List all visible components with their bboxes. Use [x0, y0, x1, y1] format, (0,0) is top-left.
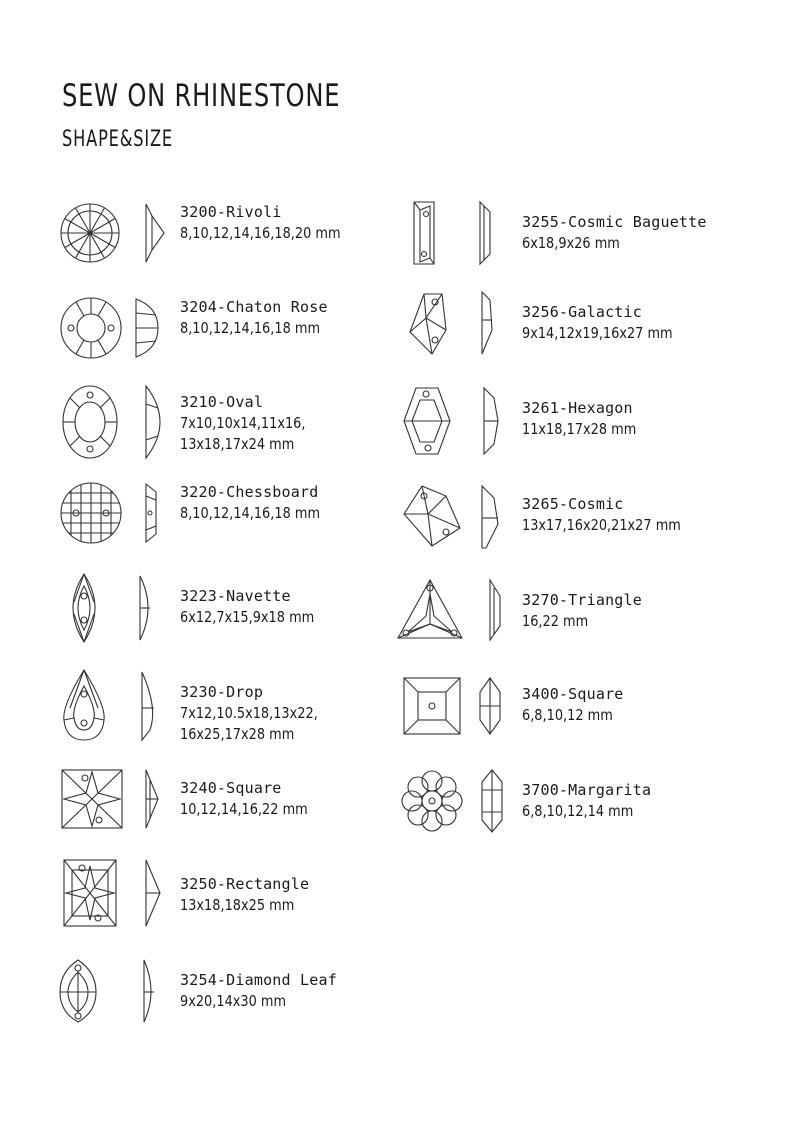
- product-code: 3270-Triangle: [522, 591, 642, 609]
- product-size: 8,10,12,14,16,18,20 mm: [180, 224, 341, 242]
- product-code: 3255-Cosmic Baguette: [522, 213, 707, 231]
- product-code: 3250-Rectangle: [180, 875, 310, 893]
- product-code: 3256-Galactic: [522, 303, 642, 321]
- product-size: 6x18,9x26 mm: [522, 234, 620, 252]
- product-code: 3700-Margarita: [522, 781, 652, 799]
- oval-icon: [60, 384, 170, 460]
- product-3256: [402, 290, 732, 380]
- rectangle-icon: [60, 858, 170, 928]
- product-3700: [398, 768, 728, 858]
- product-3250: [60, 858, 390, 948]
- triangle-icon: [396, 576, 512, 644]
- product-size: 8,10,12,14,16,18 mm: [180, 319, 321, 337]
- product-3240: [60, 768, 390, 858]
- product-3210: [60, 384, 390, 474]
- product-size: 9x14,12x19,16x27 mm: [522, 324, 673, 342]
- product-code: 3204-Chaton Rose: [180, 298, 328, 316]
- product-code: 3240-Square: [180, 779, 282, 797]
- product-size: 13x17,16x20,21x27 mm: [522, 516, 681, 534]
- drop-icon: [60, 668, 170, 742]
- page-subtitle: SHAPE&SIZE: [62, 127, 173, 152]
- product-code: 3400-Square: [522, 685, 624, 703]
- product-size: 7x10,10x14,11x16,: [180, 414, 306, 432]
- product-size: 8,10,12,14,16,18 mm: [180, 504, 321, 522]
- product-code: 3220-Chessboard: [180, 483, 319, 501]
- cosmic-baguette-icon: [402, 200, 512, 266]
- rivoli-icon: [60, 202, 170, 266]
- chessboard-icon: [60, 482, 170, 546]
- chaton-rose-icon: [60, 297, 170, 361]
- product-size: 16,22 mm: [522, 612, 589, 630]
- cosmic-icon: [402, 484, 512, 550]
- galactic-icon: [402, 290, 512, 356]
- product-code: 3265-Cosmic: [522, 495, 624, 513]
- product-3255: [402, 200, 732, 290]
- product-3400: [402, 676, 732, 766]
- product-code: 3254-Diamond Leaf: [180, 971, 337, 989]
- product-3265: [402, 484, 732, 574]
- product-code: 3200-Rivoli: [180, 203, 282, 221]
- product-size: 6,8,10,12 mm: [522, 706, 613, 724]
- product-size: 6x12,7x15,9x18 mm: [180, 608, 315, 626]
- product-3270: [396, 576, 726, 666]
- square-icon: [402, 676, 512, 740]
- product-3223: [60, 572, 390, 662]
- diamond-leaf-icon: [60, 958, 170, 1024]
- product-code: 3210-Oval: [180, 393, 264, 411]
- product-size: 13x18,18x25 mm: [180, 896, 295, 914]
- product-3204: [60, 297, 390, 387]
- product-code: 3261-Hexagon: [522, 399, 633, 417]
- product-size: 13x18,17x24 mm: [180, 435, 295, 453]
- navette-icon: [60, 572, 170, 644]
- product-3261: [402, 384, 732, 474]
- product-size: 10,12,14,16,22 mm: [180, 800, 308, 818]
- product-3254: [60, 958, 390, 1048]
- square-star-icon: [60, 768, 170, 832]
- product-size: 7x12,10.5x18,13x22,: [180, 704, 318, 722]
- product-size: 9x20,14x30 mm: [180, 992, 287, 1010]
- product-3220: [60, 482, 390, 572]
- product-code: 3223-Navette: [180, 587, 291, 605]
- product-size: 6,8,10,12,14 mm: [522, 802, 634, 820]
- hexagon-icon: [402, 384, 512, 458]
- product-size: 16x25,17x28 mm: [180, 725, 295, 743]
- product-size: 11x18,17x28 mm: [522, 420, 637, 438]
- product-code: 3230-Drop: [180, 683, 264, 701]
- page-title: SEW ON RHINESTONE: [62, 78, 341, 114]
- product-3230: [60, 668, 390, 758]
- product-3200: [60, 202, 390, 292]
- margarita-icon: [398, 768, 512, 834]
